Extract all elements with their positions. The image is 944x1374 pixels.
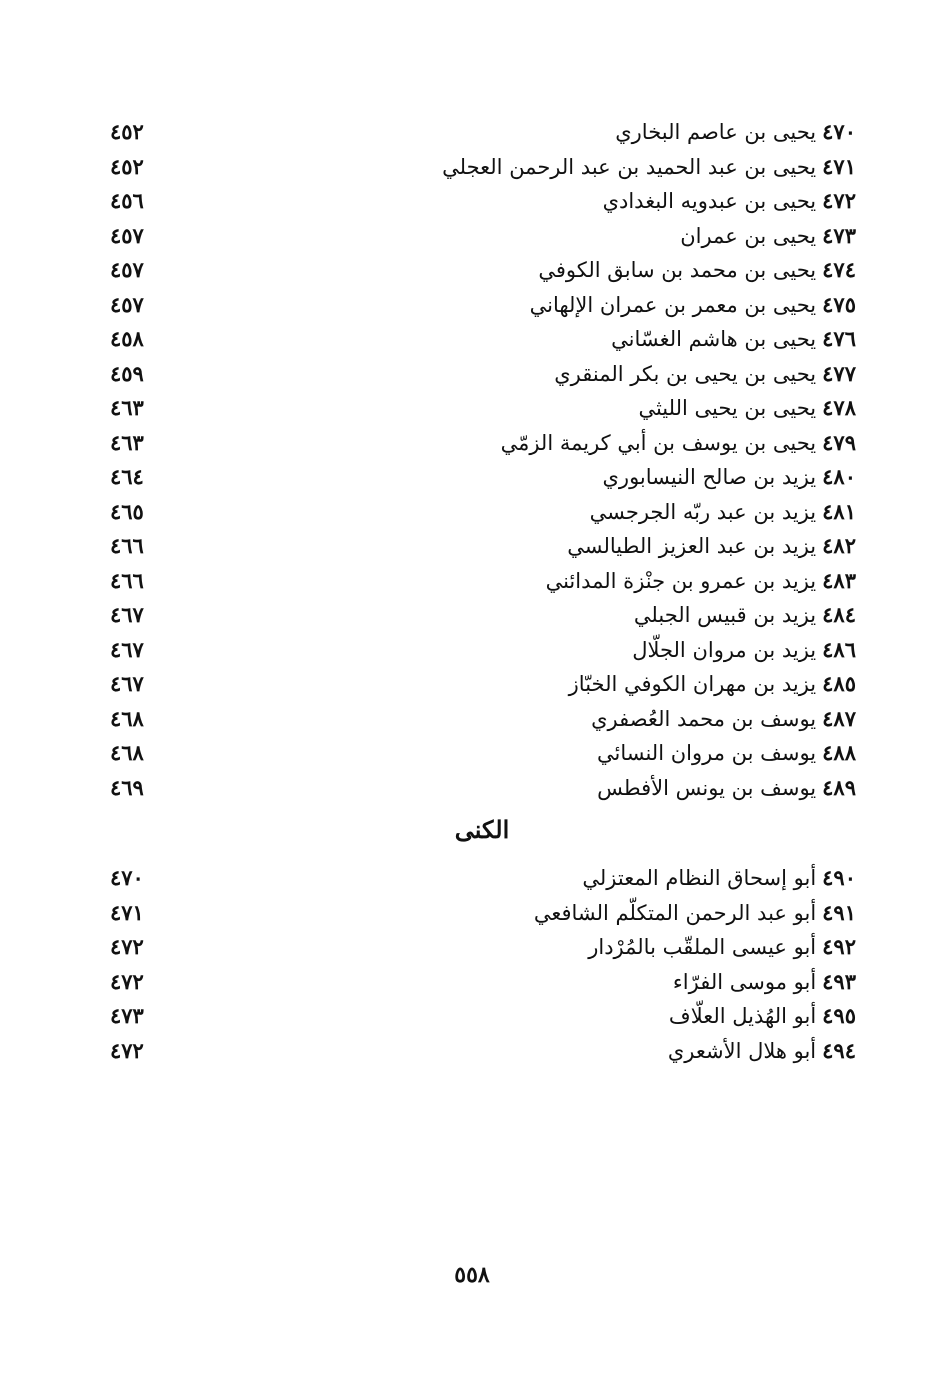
entry-text <box>501 426 856 461</box>
entry-text <box>673 965 856 1000</box>
index-entry <box>110 564 856 599</box>
entry-text <box>546 564 856 599</box>
index-entry <box>110 598 856 633</box>
entry-name: يحيى بن معمر بن عمران الإلهاني <box>529 292 817 317</box>
entry-name: يوسف بن محمد العُصفري <box>591 706 817 731</box>
entry-number: ٤٩٠ <box>822 865 856 890</box>
entry-name: يوسف بن مروان النسائي <box>596 741 817 765</box>
entry-page-ref: ٤٥٧ <box>110 291 144 317</box>
entry-name: يزيد بن عبد ربّه الجرجسي <box>589 499 817 524</box>
entry-text <box>530 288 856 323</box>
entry-text <box>603 184 856 219</box>
entry-name: يحيى بن هاشم الغسّاني <box>611 327 817 351</box>
index-entry <box>110 965 856 1000</box>
index-entry <box>110 357 856 392</box>
entry-number: ٤٨١ <box>822 498 856 524</box>
entry-page-ref: ٤٥٦ <box>110 188 144 213</box>
entry-page-ref: ٤٦٧ <box>110 671 144 696</box>
entry-number: ٤٨٤ <box>822 602 856 627</box>
entry-name: أبو عيسى الملقّب بالمُرْدار <box>588 935 817 959</box>
index-entry <box>110 633 856 668</box>
index-entry <box>110 1034 856 1069</box>
index-entry <box>110 322 856 357</box>
entry-page-ref: ٤٧٢ <box>110 934 144 959</box>
entry-number: ٤٩٢ <box>822 934 856 959</box>
index-entry <box>110 219 856 254</box>
entry-name: يزيد بن مهران الكوفي الخبّاز <box>568 672 817 696</box>
entry-number: ٤٨٠ <box>822 464 856 489</box>
index-entry <box>110 736 856 771</box>
page-number: ٥٥٨ <box>454 1262 490 1288</box>
entry-text <box>597 771 856 806</box>
entry-number: ٤٨٥ <box>822 671 856 696</box>
entry-number: ٤٨٩ <box>822 774 856 800</box>
entry-page-ref: ٤٦٨ <box>110 740 144 765</box>
entry-name: يحيى بن يحيى الليثي <box>638 396 817 420</box>
entry-page-ref: ٤٧١ <box>110 899 144 925</box>
index-entry <box>110 391 856 426</box>
entry-number: ٤٧٨ <box>822 395 856 420</box>
entry-text <box>569 667 856 702</box>
entry-text <box>582 861 856 896</box>
entry-page-ref: ٤٥٢ <box>110 153 144 179</box>
entry-number: ٤٧٣ <box>822 222 856 248</box>
entry-number: ٤٧٧ <box>822 360 856 386</box>
index-entry <box>110 495 856 530</box>
entry-name: يوسف بن يونس الأفطس <box>597 775 817 800</box>
entry-number: ٤٨٢ <box>822 533 856 558</box>
entry-text <box>442 150 856 185</box>
entry-text <box>668 1034 856 1069</box>
index-entry <box>110 529 856 564</box>
entry-name: يزيد بن مروان الجلّال <box>632 637 817 662</box>
entry-name: يزيد بن عمرو بن جنْزة المدائني <box>545 568 817 593</box>
entry-page-ref: ٤٦٣ <box>110 395 144 420</box>
entry-page-ref: ٤٥٢ <box>110 119 144 144</box>
entry-page-ref: ٤٧٢ <box>110 968 144 994</box>
entry-page-ref: ٤٧٢ <box>110 1037 144 1063</box>
entry-number: ٤٧٥ <box>822 291 856 317</box>
entry-name: يزيد بن صالح النيسابوري <box>602 465 817 489</box>
index-entry <box>110 896 856 931</box>
entry-name: يحيى بن عبد الحميد بن عبد الرحمن العجلي <box>442 154 817 179</box>
entry-number: ٤٧٤ <box>822 257 856 282</box>
index-entry <box>110 930 856 965</box>
entry-page-ref: ٤٦٧ <box>110 636 144 662</box>
index-entry <box>110 184 856 219</box>
entry-text <box>669 999 856 1034</box>
entry-page-ref: ٤٥٩ <box>110 360 144 386</box>
entry-page-ref: ٤٦٩ <box>110 774 144 800</box>
entry-name: يزيد بن عبد العزيز الطيالسي <box>567 534 817 558</box>
entry-name: أبو الهُذيل العلّاف <box>668 1004 817 1028</box>
entry-page-ref: ٤٦٥ <box>110 498 144 524</box>
entry-text <box>603 460 857 495</box>
index-entry <box>110 115 856 150</box>
entry-text <box>634 598 856 633</box>
entry-name: يحيى بن عبدويه البغدادي <box>602 189 817 213</box>
entry-number: ٤٩١ <box>822 899 856 925</box>
entry-text <box>567 529 856 564</box>
entry-text <box>588 930 856 965</box>
index-entries-list <box>110 115 856 805</box>
index-entry <box>110 999 856 1034</box>
entry-number: ٤٧٠ <box>822 119 856 144</box>
entry-page-ref: ٤٦٦ <box>110 567 144 593</box>
entry-text <box>534 896 856 931</box>
entry-text <box>591 702 856 737</box>
entry-number: ٤٩٤ <box>822 1037 856 1063</box>
entry-name: أبو هلال الأشعري <box>667 1038 817 1063</box>
entry-page-ref: ٤٦٧ <box>110 602 144 627</box>
entry-name: يحيى بن يوسف بن أبي كريمة الزمّي <box>500 430 817 455</box>
entry-page-ref: ٤٦٨ <box>110 705 144 731</box>
entry-text <box>597 736 856 771</box>
entry-name: يزيد بن قبيس الجبلي <box>633 603 817 627</box>
index-entry <box>110 460 856 495</box>
entry-number: ٤٩٥ <box>822 1003 856 1028</box>
entry-page-ref: ٤٥٧ <box>110 257 144 282</box>
entry-name: أبو عبد الرحمن المتكلّم الشافعي <box>533 900 817 925</box>
entry-text <box>680 219 856 254</box>
section-heading-kuna: الكنى <box>454 815 510 844</box>
entry-name: يحيى بن عاصم البخاري <box>615 120 817 144</box>
entry-text <box>638 391 856 426</box>
kuna-entries-list <box>110 861 856 1068</box>
entry-text <box>632 633 856 668</box>
index-entry <box>110 253 856 288</box>
entry-number: ٤٧١ <box>822 153 856 179</box>
entry-text <box>615 115 856 150</box>
index-entry <box>110 702 856 737</box>
entry-page-ref: ٤٧٠ <box>110 865 144 890</box>
entry-page-ref: ٤٦٤ <box>110 464 144 489</box>
entry-text <box>538 253 856 288</box>
entry-page-ref: ٤٥٨ <box>110 326 144 351</box>
index-entry <box>110 288 856 323</box>
entry-name: يحيى بن عمران <box>680 223 817 248</box>
entry-name: يحيى بن يحيى بن بكر المنقري <box>554 361 817 386</box>
entry-text <box>554 357 856 392</box>
index-entry <box>110 861 856 896</box>
entry-page-ref: ٤٥٧ <box>110 222 144 248</box>
entry-page-ref: ٤٦٦ <box>110 533 144 558</box>
entry-number: ٤٧٦ <box>822 326 856 351</box>
entry-page-ref: ٤٦٣ <box>110 429 144 455</box>
index-entry <box>110 667 856 702</box>
entry-number: ٤٧٢ <box>822 188 856 213</box>
entry-number: ٤٨٨ <box>822 740 856 765</box>
entry-number: ٤٨٧ <box>822 705 856 731</box>
entry-number: ٤٧٩ <box>822 429 856 455</box>
entry-number: ٤٩٣ <box>822 968 856 994</box>
entry-text <box>611 322 856 357</box>
index-entry <box>110 771 856 806</box>
entry-page-ref: ٤٧٣ <box>110 1003 144 1028</box>
entry-name: يحيى بن محمد بن سابق الكوفي <box>538 258 817 282</box>
index-entry <box>110 150 856 185</box>
entry-number: ٤٨٦ <box>822 636 856 662</box>
entry-name: أبو موسى الفرّاء <box>672 969 817 994</box>
entry-text <box>590 495 856 530</box>
entry-number: ٤٨٣ <box>822 567 856 593</box>
index-entry <box>110 426 856 461</box>
entry-name: أبو إسحاق النظام المعتزلي <box>582 866 817 890</box>
